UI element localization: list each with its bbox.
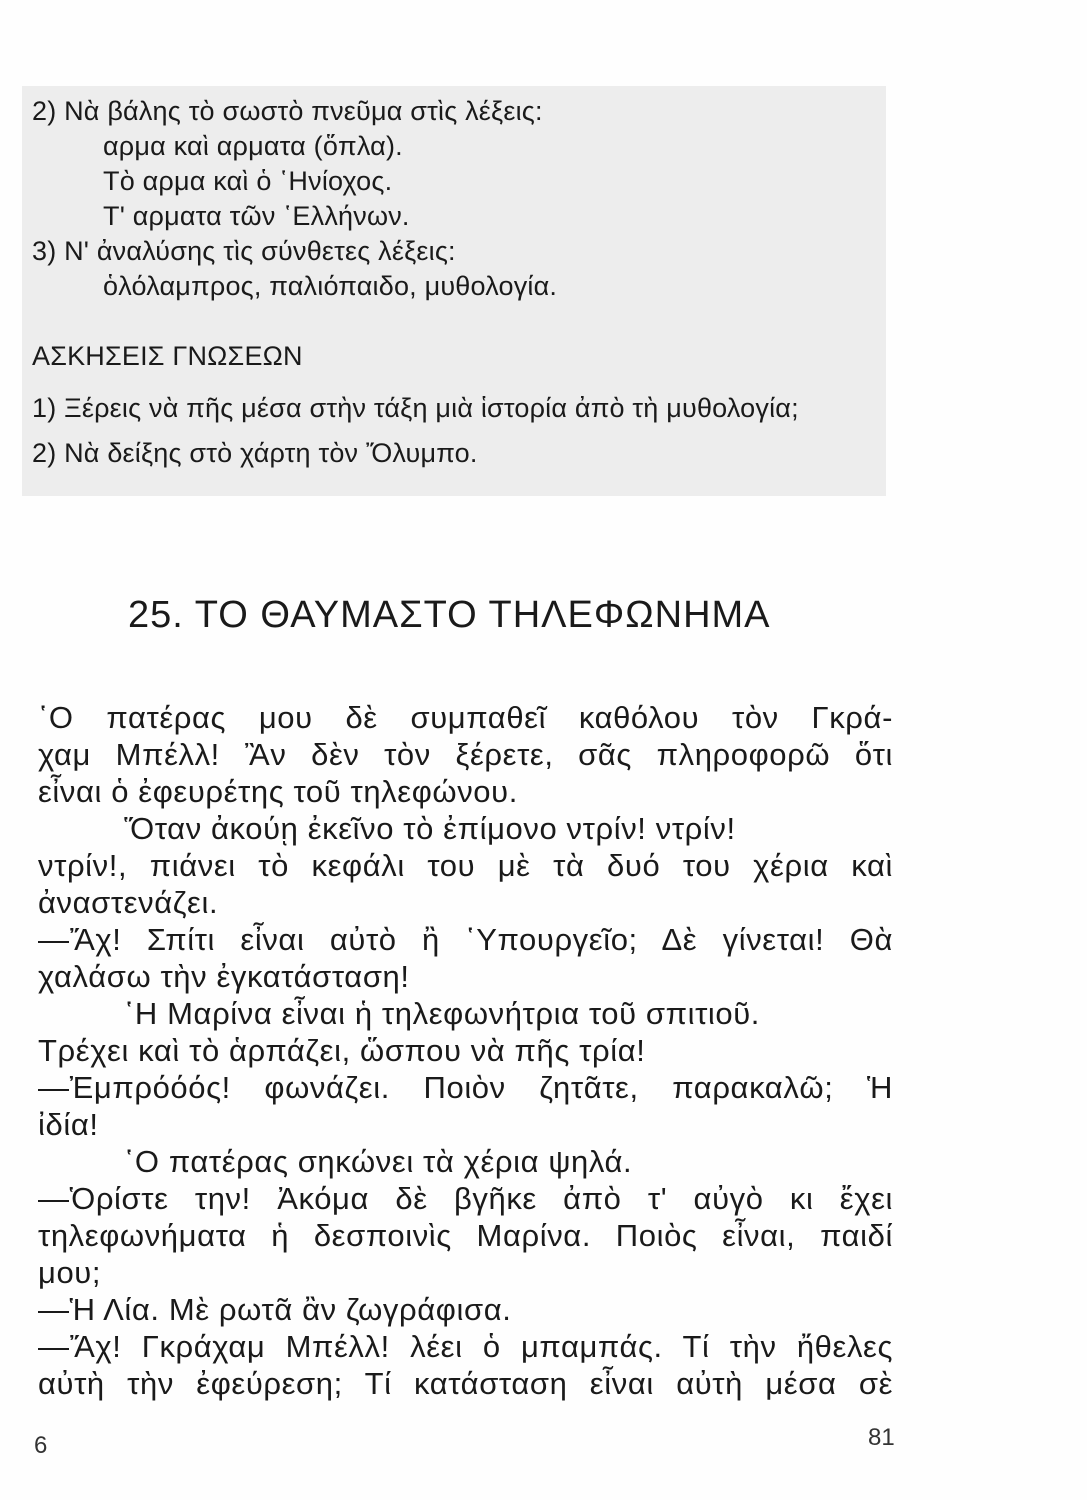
body-line: ντρίν!, πιάνει τὸ κεφάλι του μὲ τὰ δυό του χέρια καὶ xyxy=(38,848,893,883)
exercise-line: Τὸ αρμα καὶ ὁ ῾Ηνίοχος. xyxy=(103,166,393,196)
body-line: —Ἄχ! Σπίτι εἶναι αὐτὸ ἢ ῾Υπουργεῖο; Δὲ γίνεται! Θὰ xyxy=(38,922,893,957)
body-line: ῾Η Μαρίνα εἶναι ἡ τηλεφωνήτρια τοῦ σπιτιοῦ. xyxy=(124,996,761,1031)
body-line: ῾Ο πατέρας μου δὲ συμπαθεῖ καθόλου τὸν Γκρά- xyxy=(38,700,893,735)
body-line: Τρέχει καὶ τὸ ἁρπάζει, ὥσπου νὰ πῆς τρία! xyxy=(38,1033,646,1068)
body-line: —Ἐμπρόόός! φωνάζει. Ποιὸν ζητᾶτε, παρακαλῶ; Ἡ xyxy=(38,1070,893,1105)
body-line: ἰδία! xyxy=(38,1107,99,1142)
body-line: τηλεφωνήματα ἡ δεσποινὶς Μαρίνα. Ποιὸς εἶναι, παιδί xyxy=(38,1218,893,1253)
body-line: χαμ Μπέλλ! Ἂν δὲν τὸν ξέρετε, σᾶς πληροφορῶ ὅτι xyxy=(38,737,893,772)
body-line: χαλάσω τὴν ἐγκατάσταση! xyxy=(38,959,410,994)
body-line: ῾Ο πατέρας σηκώνει τὰ χέρια ψηλά. xyxy=(124,1144,633,1179)
exercise-line: Τ' αρματα τῶν ῾Ελλήνων. xyxy=(103,201,410,231)
body-line: αὐτὴ τὴν ἐφεύρεση; Τί κατάσταση εἶναι αὐτὴ μέσα σὲ xyxy=(38,1366,893,1401)
exercise-line: αρμα καὶ αρματα (ὅπλα). xyxy=(103,131,403,161)
signature-mark: 6 xyxy=(34,1432,48,1459)
exercise-line: 2) Νὰ βάλης τὸ σωστὸ πνεῦμα στὶς λέξεις: xyxy=(32,96,543,126)
exercise-section-heading: ΑΣΚΗΣΕΙΣ ΓΝΩΣΕΩΝ xyxy=(32,341,303,371)
body-line: μου; xyxy=(38,1255,102,1290)
body-line: εἶναι ὁ ἐφευρέτης τοῦ τηλεφώνου. xyxy=(38,774,518,809)
body-line: —Ἄχ! Γκράχαμ Μπέλλ! λέει ὁ μπαμπάς. Τί τὴν ἤθελες xyxy=(38,1329,893,1364)
page-number: 81 xyxy=(868,1424,895,1451)
exercise-line: 1) Ξέρεις νὰ πῆς μέσα στὴν τάξη μιὰ ἱστορία ἀπὸ τὴ μυθολογία; xyxy=(32,393,799,423)
exercise-line: 3) Ν' ἀναλύσης τὶς σύνθετες λέξεις: xyxy=(32,236,456,266)
body-line: ἀναστενάζει. xyxy=(38,885,219,920)
chapter-title: 25. ΤΟ ΘΑΥΜΑΣΤΟ ΤΗΛΕΦΩΝΗΜΑ xyxy=(128,594,771,636)
exercise-line: 2) Νὰ δείξης στὸ χάρτη τὸν Ὄλυμπο. xyxy=(32,438,478,468)
exercise-line: ὁλόλαμπρος, παλιόπαιδο, μυθολογία. xyxy=(103,271,558,301)
body-line: —Ἡ Λία. Μὲ ρωτᾶ ἂν ζωγράφισα. xyxy=(38,1292,512,1327)
body-line: —Ὁρίστε την! Ἀκόμα δὲ βγῆκε ἀπὸ τ' αὐγὸ κι ἔχει xyxy=(38,1181,893,1216)
body-line: Ὅταν ἀκούῃ ἐκεῖνο τὸ ἐπίμονο ντρίν! ντρίν! xyxy=(124,811,736,846)
